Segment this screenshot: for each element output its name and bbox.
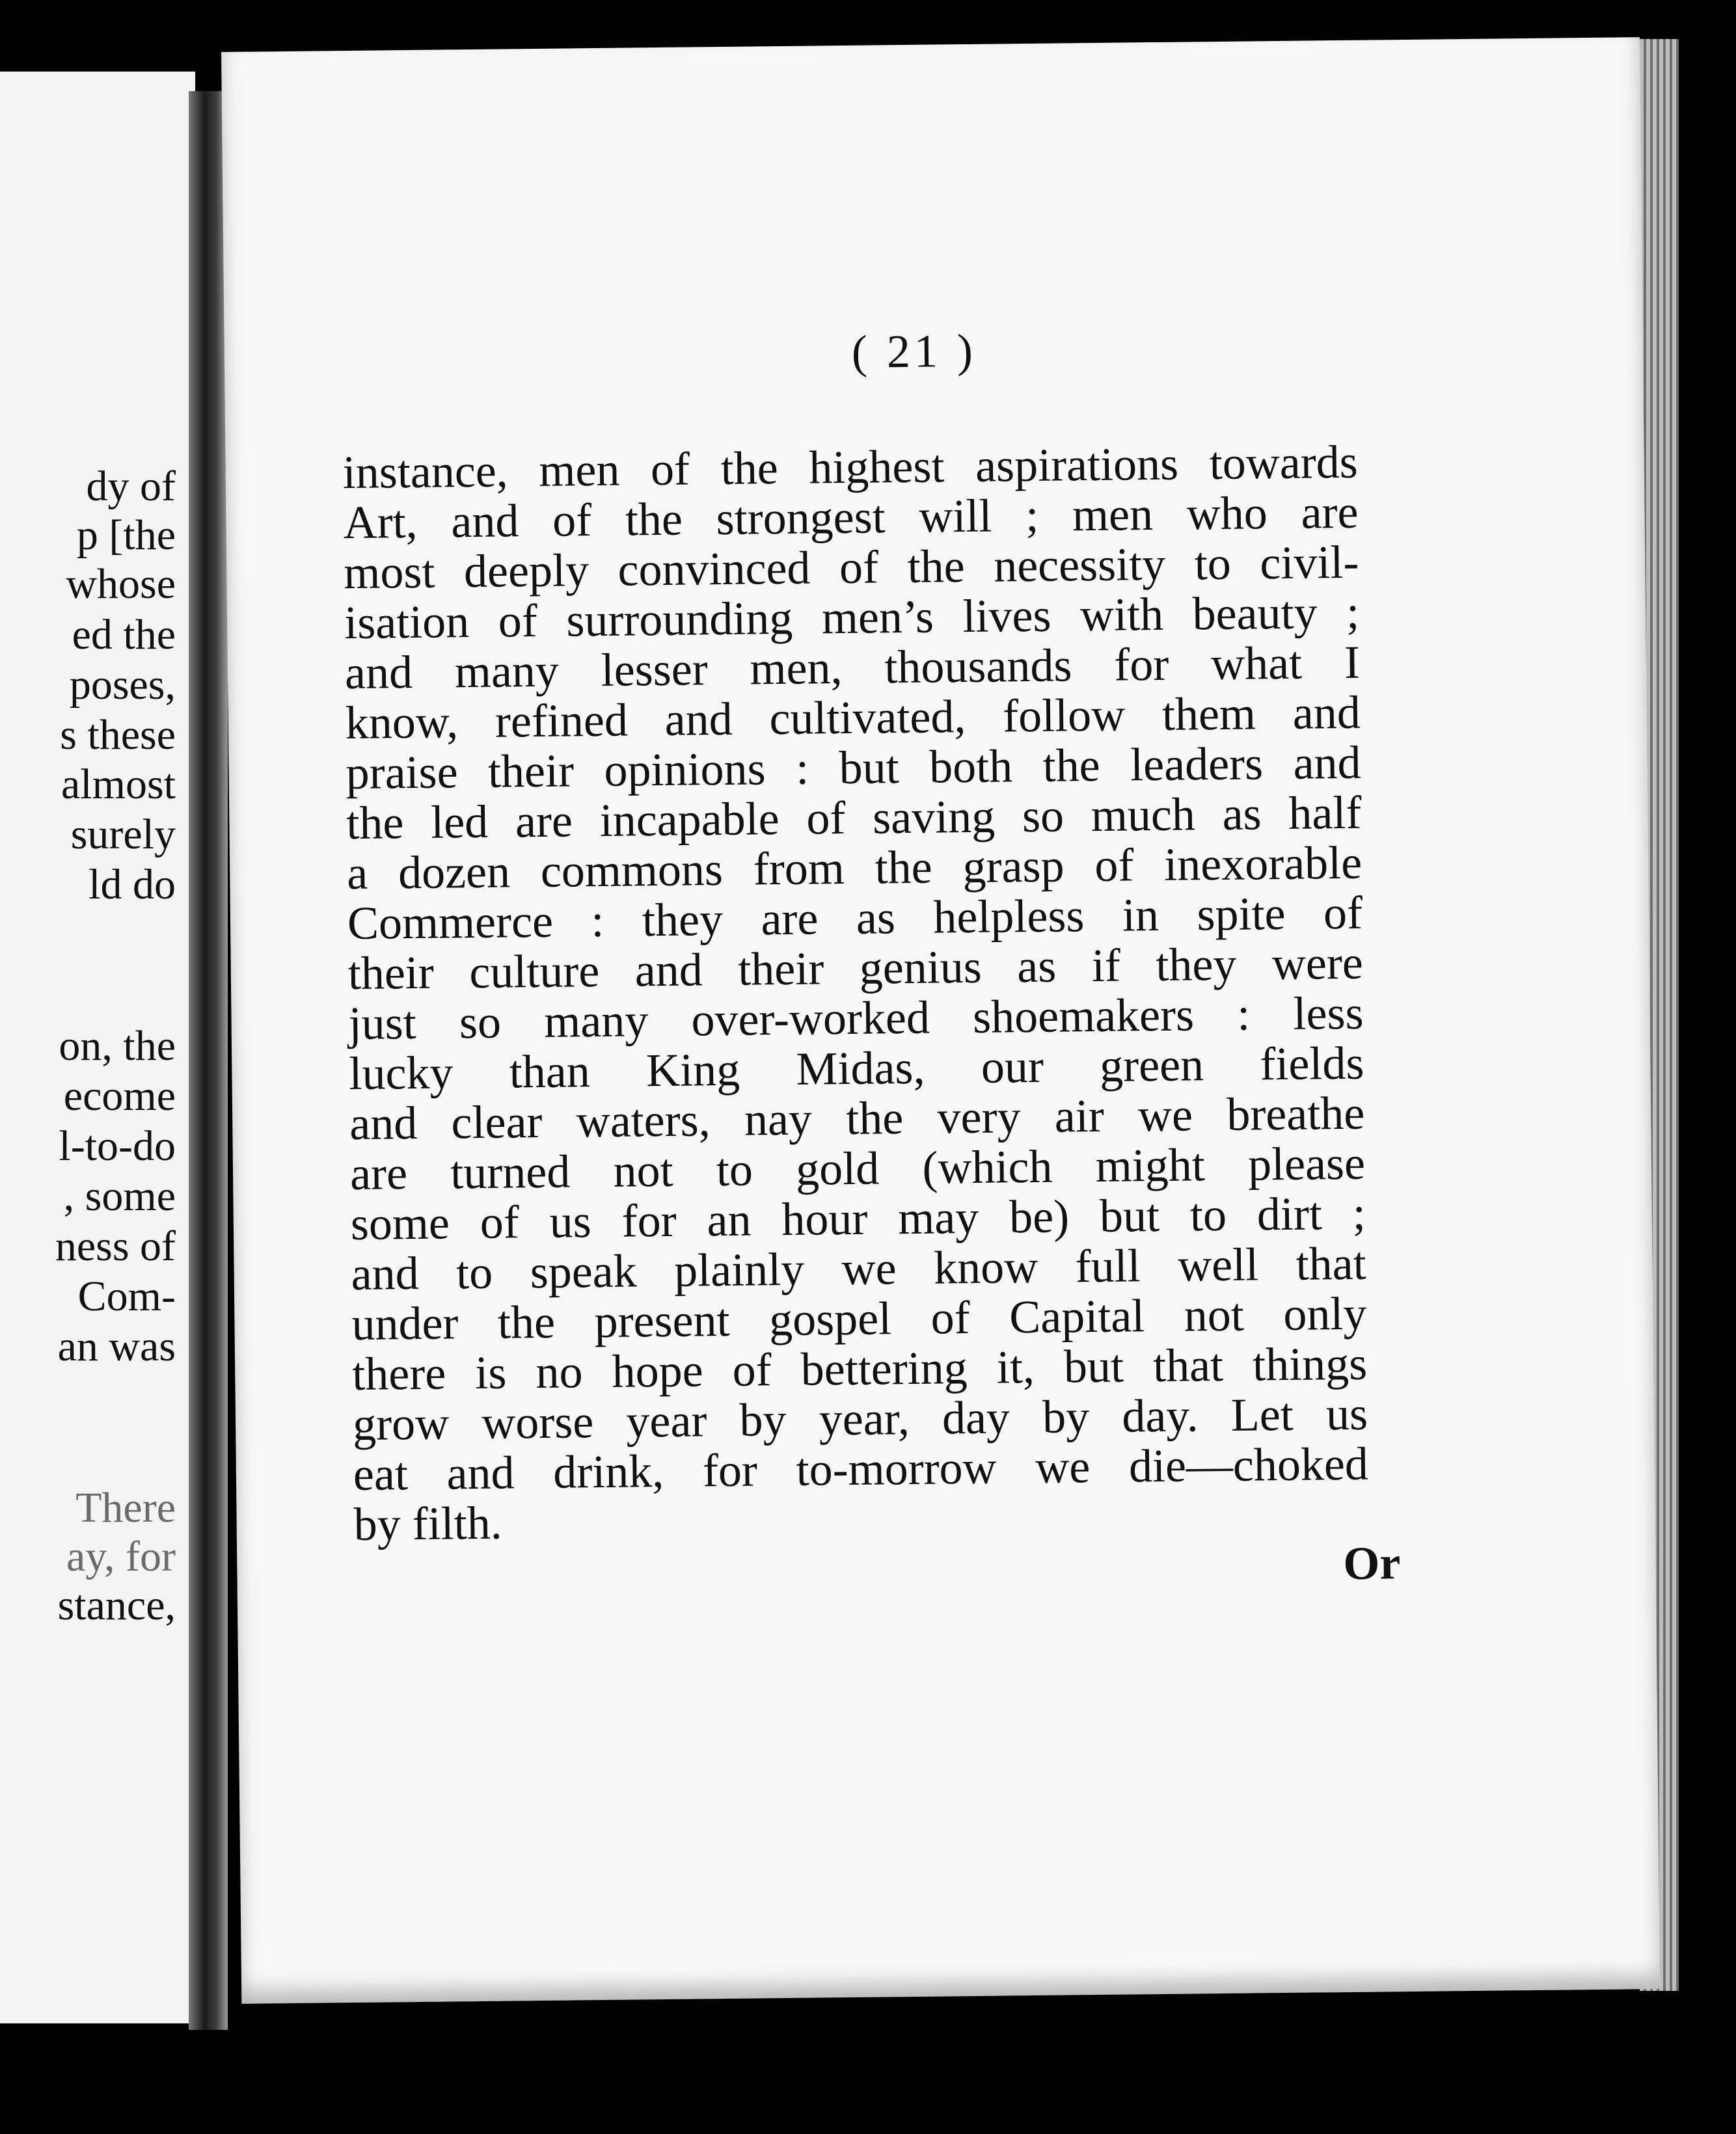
left-page-line: stance,	[57, 1582, 176, 1629]
text-line: most deeply convinced of the necessity to civil-	[343, 535, 1359, 599]
text-line: some of us for an hour may be) but to dirt ;	[350, 1187, 1366, 1250]
catchword: Or	[1343, 1537, 1401, 1590]
left-page-line: poses,	[69, 661, 176, 709]
page-number: ( 21 )	[851, 324, 977, 378]
text-line: grow worse year by year, day by day. Let us	[352, 1387, 1368, 1450]
left-page-line: ay, for	[66, 1533, 176, 1580]
text-line: Art, and of the strongest will ; men who are	[343, 485, 1359, 549]
text-line: praise their opinions : but both the leaders and	[346, 736, 1361, 800]
left-page-line: an was	[57, 1323, 176, 1370]
left-page-line: s these	[60, 711, 176, 759]
body-text	[342, 437, 1369, 1550]
text-line: Commerce : they are as helpless in spite of	[347, 886, 1363, 950]
text-line: just so many over-worked shoemakers : less	[348, 986, 1364, 1050]
text-line: and to speak plainly we know full well that	[351, 1237, 1367, 1301]
left-page-line: ness of	[55, 1222, 176, 1270]
text-line: are turned not to gold (which might please	[349, 1137, 1366, 1200]
book-gutter	[189, 91, 228, 2030]
text-line: and clear waters, nay the very air we breathe	[349, 1087, 1365, 1150]
text-line: isation of surrounding men’s lives with beauty ;	[344, 586, 1360, 649]
text-line: the led are incapable of saving so much as half	[346, 786, 1362, 850]
left-page-line: whose	[66, 560, 176, 608]
left-page	[0, 72, 195, 2023]
text-line: their culture and their genius as if they were	[347, 936, 1364, 1000]
left-page-line: ecome	[63, 1072, 176, 1120]
left-page-line: ld do	[88, 861, 176, 908]
left-page-line: , some	[63, 1172, 176, 1220]
text-line: and many lesser men, thousands for what I	[344, 636, 1361, 699]
left-page-line: There	[75, 1484, 176, 1532]
left-page-line: almost	[61, 761, 176, 808]
text-line: by filth.	[353, 1496, 503, 1550]
left-page-line: p [the	[76, 511, 176, 559]
text-line: instance, men of the highest aspirations towards	[342, 435, 1359, 499]
left-page-line: ed the	[72, 611, 176, 658]
right-page	[221, 37, 1660, 2004]
text-line: there is no hope of bettering it, but that things	[351, 1337, 1368, 1401]
text-line: lucky than King Midas, our green fields	[349, 1036, 1364, 1100]
text-line: under the present gospel of Capital not only	[351, 1287, 1367, 1351]
left-page-line: dy of	[86, 463, 176, 510]
text-line: a dozen commons from the grasp of inexorable	[346, 836, 1363, 900]
text-line: eat and drink, for to-morrow we die—choked	[353, 1437, 1369, 1500]
text-line: know, refined and cultivated, follow them and	[345, 686, 1361, 750]
left-page-line: Com-	[77, 1273, 176, 1320]
left-page-line: on, the	[59, 1022, 176, 1070]
left-page-line: l-to-do	[59, 1122, 176, 1170]
left-page-line: surely	[70, 811, 176, 858]
